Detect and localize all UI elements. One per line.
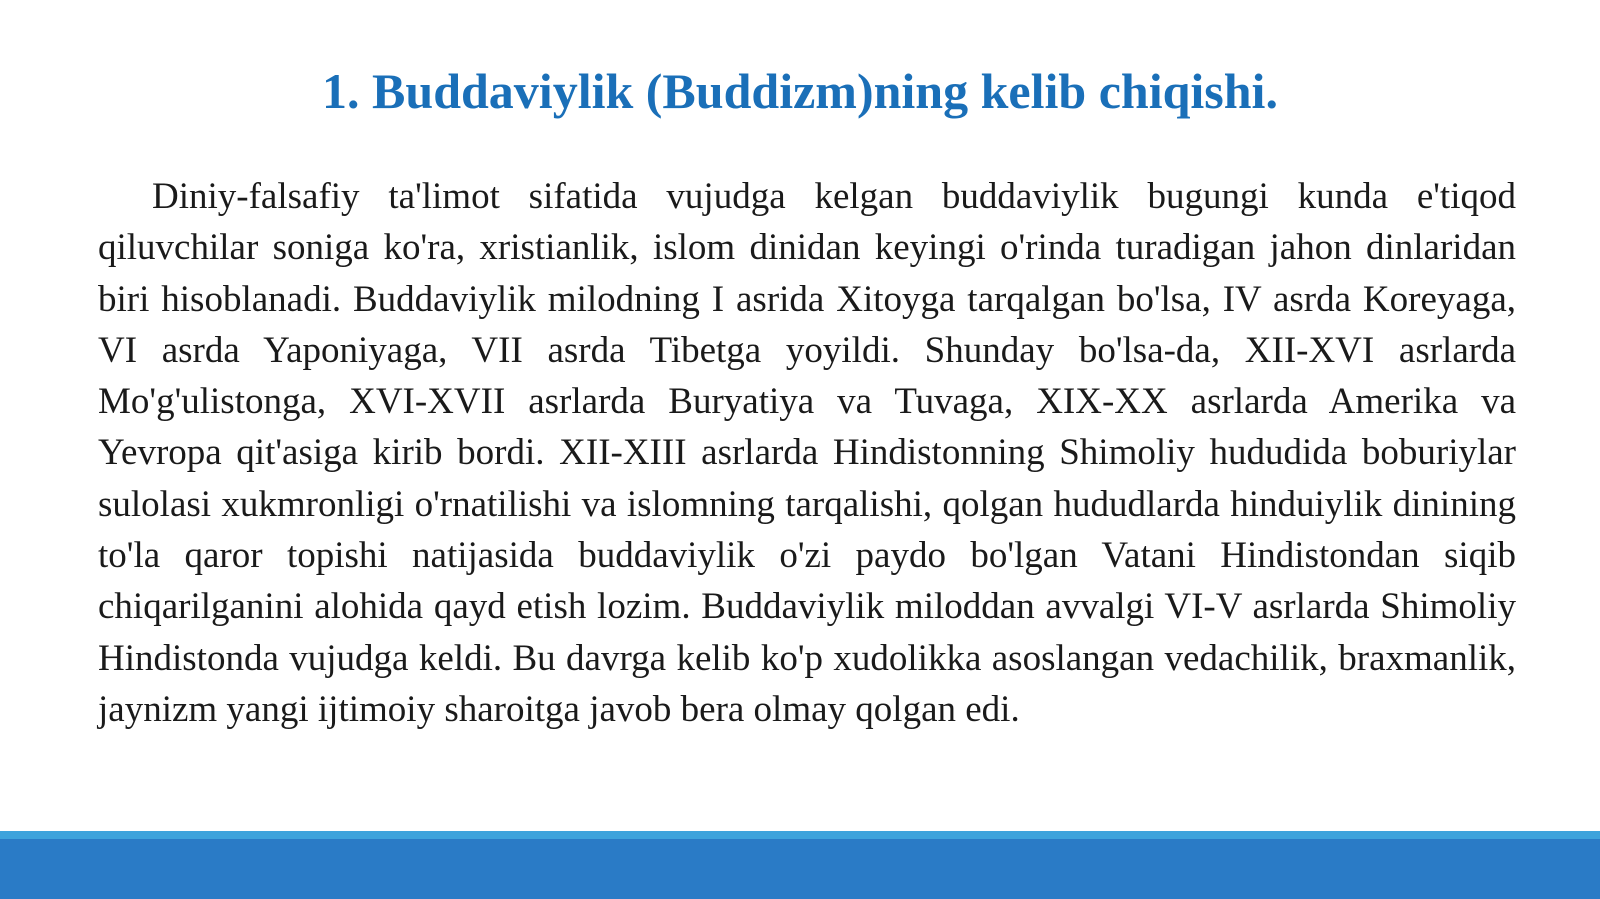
footer-accent-stripe — [0, 831, 1600, 839]
footer-band — [0, 839, 1600, 899]
body-paragraph: Diniy-falsafiy ta'limot sifatida vujudga kelgan buddaviylik bugungi kunda e'tiqod qiluvchilar soniga ko'ra, xristianlik, islom dinidan keyingi o'rinda turadigan jahon dinlaridan biri hisoblanadi. Buddaviylik milodning I asrida Xitoyga tarqalgan bo'lsa, IV asrda Koreyaga, VI asrda Yaponiyaga, VII asrda Tibetga yoyildi. Shunday bo'lsa-da, XII-XVI asrlarda Mo'g'ulistonga, XVI-XVII asrlarda Buryatiya va Tuvaga, XIX-XX asrlarda Amerika va Yevropa qit'asiga kirib bordi. XII-XIII asrlarda Hindistonning Shimoliy hududida boburiylar sulolasi xukmronligi o'rnatilishi va islomning tarqalishi, qolgan hududlarda hinduiylik dinining to'la qaror topishi natijasida buddaviylik o'zi paydo bo'lgan Vatani Hindistondan siqib chiqarilganini alohida qayd etish lozim. Buddaviylik miloddan avvalgi VI-V asrlarda Shimoliy Hindistonda vujudga keldi. Bu davrga kelib ko'p xudolikka asoslangan vedachilik, braxmanlik, jaynizm yangi ijtimoiy sharoitga javob bera olmay qolgan edi. — [98, 176, 1516, 730]
slide-title: 1. Buddaviylik (Buddizm)ning kelib chiqishi. — [322, 63, 1278, 119]
